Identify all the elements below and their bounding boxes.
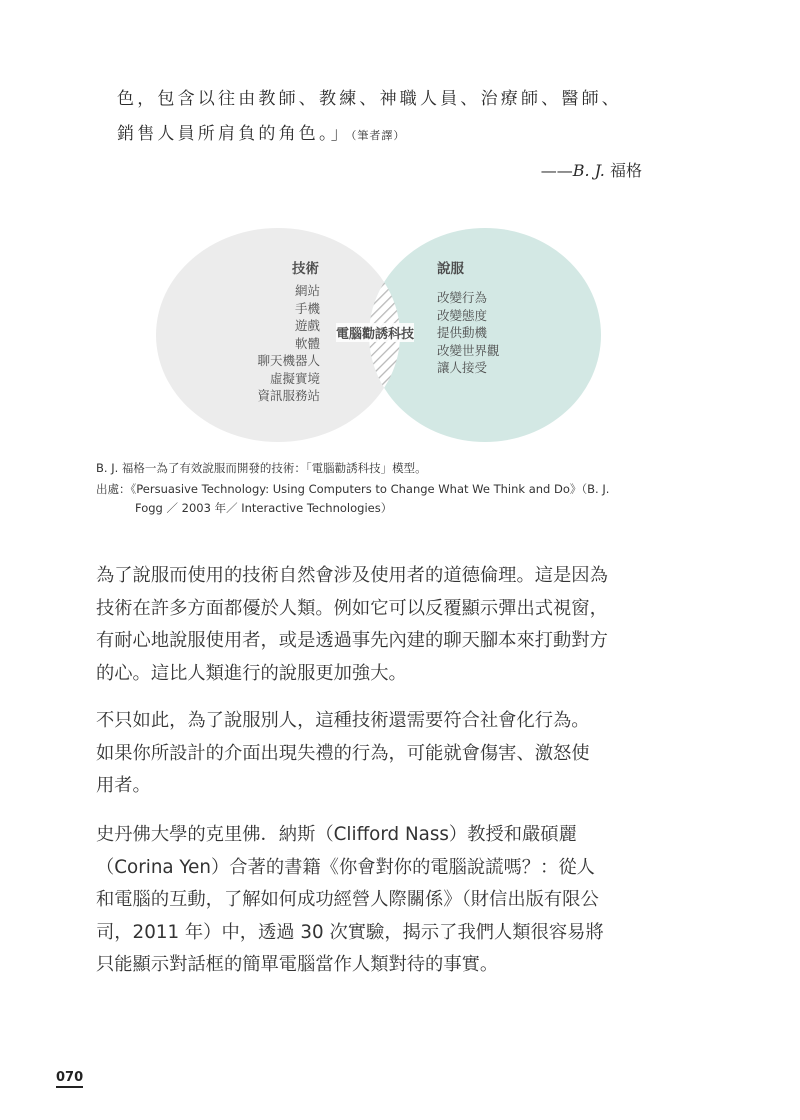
quote-line-1: 色，包含以往由教師、教練、神職人員、治療師、醫師、 xyxy=(117,89,622,109)
persuasion-item: 提供動機 xyxy=(437,325,488,340)
persuasion-list xyxy=(437,289,500,377)
technology-item: 手機 xyxy=(294,300,320,316)
technology-title: 技術 xyxy=(292,261,319,277)
body-paragraph-2 xyxy=(96,705,671,803)
figure-source: 出處：《Persuasive Technology: Using Computers to Change What We Think and Do》（B. J. xyxy=(96,482,610,496)
quote-line-2 xyxy=(117,119,657,144)
paragraph-line: 只能顯示對話框的簡單電腦當作人類對待的事實。 xyxy=(96,954,499,975)
paragraph-line: 用者。 xyxy=(96,775,151,796)
venn-diagram xyxy=(150,220,610,450)
body-paragraph-3 xyxy=(96,819,671,982)
persuasion-item: 改變行為 xyxy=(437,290,488,305)
technology-item: 資訊服務站 xyxy=(257,388,320,403)
technology-item: 虛擬實境 xyxy=(269,370,320,386)
quote-attribution xyxy=(541,158,642,181)
attribution-dash: —— xyxy=(540,161,573,180)
persuasion-item: 改變世界觀 xyxy=(437,342,500,358)
paragraph-line: 司，2011 年）中，透過 30 次實驗，揭示了我們人類很容易將 xyxy=(96,921,604,943)
paragraph-line: 的心。這比人類進行的說服更加強大。 xyxy=(96,662,407,684)
paragraph-line: 史丹佛大學的克里佛．納斯（Clifford Nass）教授和嚴碩麗 xyxy=(96,824,577,845)
paragraph-line: 技術在許多方面都優於人類。例如它可以反覆顯示彈出式視窗， xyxy=(96,597,608,619)
persuasion-item: 改變態度 xyxy=(437,307,488,323)
page-number: 070 xyxy=(56,1070,83,1088)
body-paragraph-1 xyxy=(96,560,671,690)
paragraph-line: 有耐心地說服使用者，或是透過事先內建的聊天腳本來打動對方 xyxy=(96,630,608,651)
figure-caption: B. J. 福格一為了有效說服而開發的技術：「電腦勸誘科技」模型。 xyxy=(96,461,427,475)
technology-list xyxy=(257,282,320,405)
paragraph-line: （Corina Yen）合著的書籍《你會對你的電腦說謊嗎？：從人 xyxy=(96,856,595,878)
technology-item: 聊天機器人 xyxy=(257,353,320,368)
paragraph-line: 不只如此，為了說服別人，這種技術還需要符合社會化行為。 xyxy=(96,710,590,731)
persuasion-item: 讓人接受 xyxy=(437,360,488,375)
attribution-initials: B. J. xyxy=(572,161,605,180)
paragraph-line: 如果你所設計的介面出現失禮的行為，可能就會傷害、激怒使 xyxy=(96,742,590,764)
technology-item: 遊戲 xyxy=(294,318,320,333)
technology-item: 網站 xyxy=(294,283,320,298)
technology-item: 軟體 xyxy=(294,335,320,351)
center-label: 電腦勸誘科技 xyxy=(336,323,414,342)
quote-line-2-text: 銷售人員所肩負的角色。」 xyxy=(117,124,351,144)
paragraph-line: 和電腦的互動，了解如何成功經營人際關係》（財信出版有限公 xyxy=(96,889,599,910)
attribution-name: 福格 xyxy=(609,161,642,180)
persuasion-title: 說服 xyxy=(437,261,464,277)
translator-note: （筆者譯） xyxy=(350,129,406,142)
figure-source-continued: Fogg ／ 2003 年／ Interactive Technologies） xyxy=(135,501,393,515)
paragraph-line: 為了說服而使用的技術自然會涉及使用者的道德倫理。這是因為 xyxy=(96,565,608,586)
